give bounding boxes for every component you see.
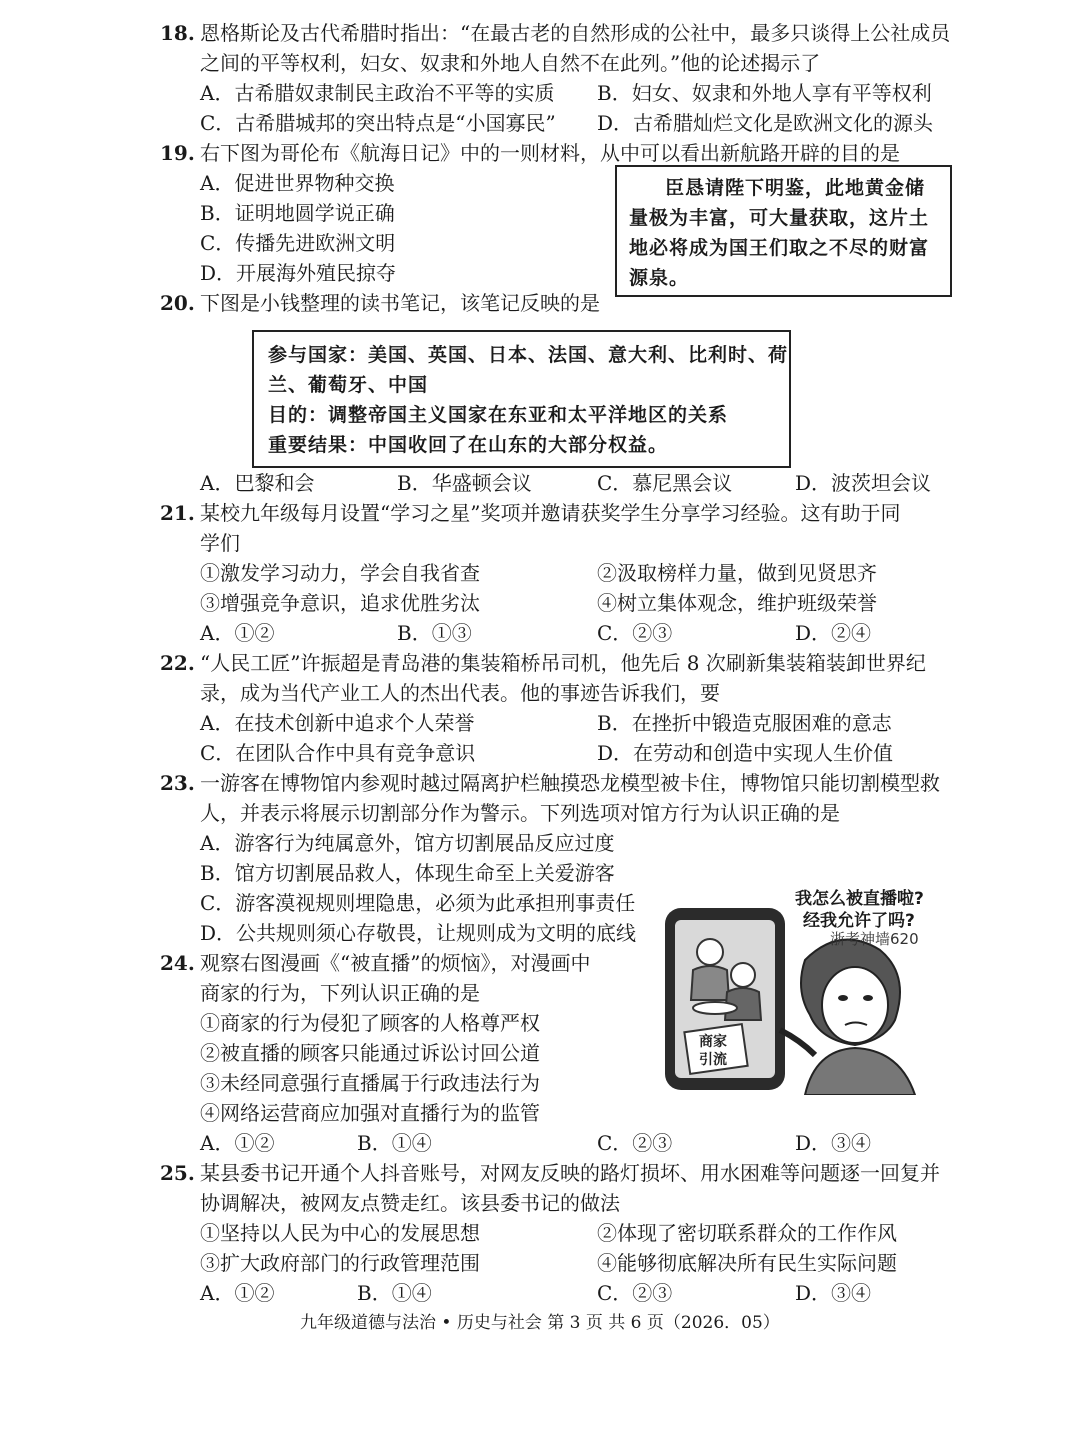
- customer-head: [697, 939, 723, 965]
- question-21-statement-2: ②汲取榜样力量，做到见贤思齐: [597, 561, 877, 585]
- question-25-statement-2: ②体现了密切联系群众的工作作风: [597, 1221, 897, 1245]
- question-24-stem: 观察右图漫画《“被直播”的烦恼》，对漫画中: [200, 951, 591, 975]
- question-21-option-d: D．②④: [795, 621, 872, 645]
- dish: [693, 1002, 737, 1014]
- question-18-stem: 之间的平等权利，妇女、奴隶和外地人自然不在此列。”他的论述揭示了: [200, 51, 821, 75]
- question-20-option-d: D．波茨坦会议: [795, 471, 932, 495]
- question-23-stem: 人，并表示将展示切割部分作为警示。下列选项对馆方行为认识正确的是: [200, 801, 840, 825]
- question-18-number: 18.: [160, 21, 195, 45]
- question-18-option-c: C．古希腊城邦的突出特点是“小国寡民”: [200, 111, 556, 135]
- question-22-option-d: D．在劳动和创造中实现人生价值: [597, 741, 894, 765]
- question-21-stem: 某校九年级每月设置“学习之星”奖项并邀请获奖学生分享学习经验。这有助于同: [200, 501, 901, 525]
- quote-line: 臣恳请陛下明鉴，此地黄金储: [665, 177, 926, 199]
- question-23-number: 23.: [160, 771, 195, 795]
- question-24-option-c: C．②③: [597, 1131, 673, 1155]
- question-20-option-c: C．慕尼黑会议: [597, 471, 733, 495]
- question-21-statement-4: ④树立集体观念，维护班级荣誉: [597, 591, 877, 615]
- question-21-option-b: B．①③: [397, 621, 472, 645]
- question-25-option-d: D．③④: [795, 1281, 872, 1305]
- woman-face: [822, 967, 888, 1043]
- question-19-option-d: D．开展海外殖民掠夺: [200, 261, 397, 285]
- question-25-stem: 协调解决，被网友点赞走红。该县委书记的做法: [200, 1191, 620, 1215]
- columbus-quote-box: [615, 165, 952, 297]
- question-20-number: 20.: [160, 291, 195, 315]
- page-footer: 九年级道德与法治 • 历史与社会 第 3 页 共 6 页（2026．05）: [300, 1313, 780, 1333]
- cartoon-bubble-line1: 我怎么被直播啦?: [795, 889, 924, 909]
- question-25-number: 25.: [160, 1161, 195, 1185]
- question-24-option-a: A．①②: [200, 1131, 275, 1155]
- question-25-option-a: A．①②: [200, 1281, 275, 1305]
- reading-notes-box: [252, 330, 791, 468]
- cartoon-sign-line2: 引流: [699, 1052, 727, 1068]
- quote-line: 源泉。: [629, 267, 690, 289]
- cartoon-bubble-line2: 经我允许了吗?: [803, 911, 915, 931]
- notes-line: 目的：调整帝国主义国家在东亚和太平洋地区的关系: [268, 404, 729, 426]
- question-25-option-c: C．②③: [597, 1281, 673, 1305]
- question-18-stem: 恩格斯论及古代希腊时指出：“在最古老的自然形成的公社中，最多只谈得上公社成员: [200, 21, 951, 45]
- question-21-number: 21.: [160, 501, 195, 525]
- question-24-statement-3: ③未经同意强行直播属于行政违法行为: [200, 1071, 540, 1095]
- cartoon-watermark: 浙考神墙620: [830, 930, 919, 948]
- live-stream-cartoon: [655, 880, 935, 1095]
- notes-line: 兰、葡萄牙、中国: [268, 374, 429, 396]
- question-21-statement-3: ③增强竞争意识，追求优胜劣汰: [200, 591, 480, 615]
- question-23-option-d: D．公共规则须心存敬畏，让规则成为文明的底线: [200, 921, 637, 945]
- question-21-option-c: C．②③: [597, 621, 673, 645]
- question-19-option-a: A．促进世界物种交换: [200, 171, 395, 195]
- question-22-number: 22.: [160, 651, 195, 675]
- question-21-stem: 学们: [200, 531, 240, 555]
- question-21-option-a: A．①②: [200, 621, 275, 645]
- notes-line: 重要结果：中国收回了在山东的大部分权益。: [268, 434, 669, 456]
- notes-line: 参与国家：美国、英国、日本、法国、意大利、比利时、荷: [268, 344, 789, 366]
- question-19-option-c: C．传播先进欧洲文明: [200, 231, 396, 255]
- woman-arm: [780, 1030, 815, 1055]
- question-24-option-d: D．③④: [795, 1131, 872, 1155]
- customer-body: [691, 966, 729, 1000]
- question-23-option-b: B．馆方切割展品救人，体现生命至上关爱游客: [200, 861, 615, 885]
- question-24-number: 24.: [160, 951, 195, 975]
- question-20-option-a: A．巴黎和会: [200, 471, 315, 495]
- question-24-stem: 商家的行为，下列认识正确的是: [200, 981, 480, 1005]
- question-25-option-b: B．①④: [357, 1281, 432, 1305]
- question-22-option-b: B．在挫折中锻造克服困难的意志: [597, 711, 892, 735]
- question-25-statement-4: ④能够彻底解决所有民生实际问题: [597, 1251, 897, 1275]
- question-21-statement-1: ①激发学习动力，学会自我省查: [200, 561, 480, 585]
- woman-eye: [838, 995, 848, 1001]
- question-23-stem: 一游客在博物馆内参观时越过隔离护栏触摸恐龙模型被卡住，博物馆只能切割模型救: [200, 771, 940, 795]
- question-22-option-a: A．在技术创新中追求个人荣誉: [200, 711, 475, 735]
- woman-eye: [863, 995, 873, 1001]
- question-22-stem: “人民工匠”许振超是青岛港的集装箱桥吊司机，他先后 8 次刷新集装箱装卸世界纪: [200, 651, 926, 675]
- question-23-option-c: C．游客漠视规则埋隐患，必须为此承担刑事责任: [200, 891, 636, 915]
- question-24-statement-1: ①商家的行为侵犯了顾客的人格尊严权: [200, 1011, 540, 1035]
- question-25-stem: 某县委书记开通个人抖音账号，对网友反映的路灯损坏、用水困难等问题逐一回复并: [200, 1161, 940, 1185]
- question-19-option-b: B．证明地圆学说正确: [200, 201, 395, 225]
- quote-line: 量极为丰富，可大量获取，这片土: [629, 207, 930, 229]
- question-25-statement-3: ③扩大政府部门的行政管理范围: [200, 1251, 480, 1275]
- question-24-option-b: B．①④: [357, 1131, 432, 1155]
- question-19-stem: 右下图为哥伦布《航海日记》中的一则材料，从中可以看出新航路开辟的目的是: [200, 141, 900, 165]
- question-24-statement-2: ②被直播的顾客只能通过诉讼讨回公道: [200, 1041, 540, 1065]
- question-20-stem: 下图是小钱整理的读书笔记，该笔记反映的是: [200, 291, 600, 315]
- question-19-number: 19.: [160, 141, 195, 165]
- question-22-stem: 录，成为当代产业工人的杰出代表。他的事迹告诉我们，要: [200, 681, 720, 705]
- question-25-statement-1: ①坚持以人民为中心的发展思想: [200, 1221, 480, 1245]
- question-22-option-c: C．在团队合作中具有竞争意识: [200, 741, 476, 765]
- diner-head: [731, 963, 755, 987]
- cartoon-sign-line1: 商家: [699, 1034, 727, 1050]
- question-18-option-a: A．古希腊奴隶制民主政治不平等的实质: [200, 81, 555, 105]
- quote-line: 地必将成为国王们取之不尽的财富: [629, 237, 930, 259]
- question-24-statement-4: ④网络运营商应加强对直播行为的监管: [200, 1101, 540, 1125]
- woman-body: [805, 1048, 915, 1095]
- question-18-option-b: B．妇女、奴隶和外地人享有平等权利: [597, 81, 932, 105]
- question-18-option-d: D．古希腊灿烂文化是欧洲文化的源头: [597, 111, 934, 135]
- question-20-option-b: B．华盛顿会议: [397, 471, 532, 495]
- question-23-option-a: A．游客行为纯属意外，馆方切割展品反应过度: [200, 831, 615, 855]
